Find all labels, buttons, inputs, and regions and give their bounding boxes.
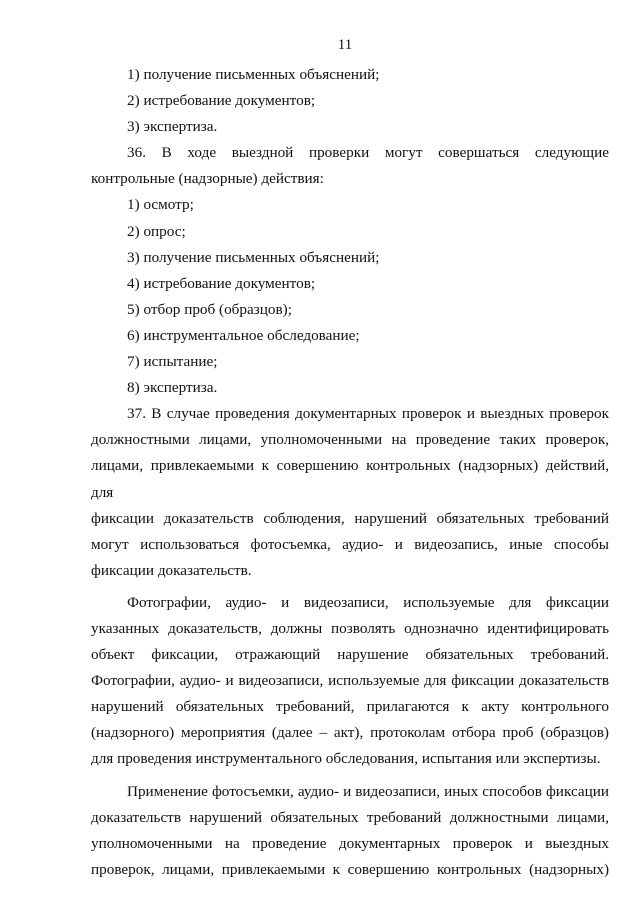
- paragraph-usage-line: проверок, лицами, привлекаемыми к совершению контрольных (надзорных): [91, 860, 609, 878]
- paragraph-37-line: должностными лицами, уполномоченными на проведение таких проверок,: [91, 431, 609, 449]
- list-item: 2) опрос;: [127, 222, 186, 240]
- paragraph-36-line: 36. В ходе выездной проверки могут совершаться следующие: [127, 144, 609, 162]
- list-item: 4) истребование документов;: [127, 274, 316, 292]
- paragraph-37-line: фиксации доказательств соблюдения, нарушений обязательных требований: [91, 509, 609, 527]
- paragraph-photos-line: нарушений обязательных требований, прилагаются к акту контрольного: [91, 698, 609, 716]
- paragraph-photos-line: указанных доказательств, должны позволять однозначно идентифицировать: [91, 619, 609, 637]
- paragraph-photos-line: для проведения инструментального обследования, испытания или экспертизы.: [91, 750, 601, 768]
- paragraph-photos-line: Фотографии, аудио- и видеозаписи, используемые для фиксации доказательств: [91, 672, 609, 690]
- page-number: 11: [337, 37, 353, 53]
- list-item: 6) инструментальное обследование;: [127, 326, 360, 344]
- paragraph-usage-line: уполномоченными на проведение документарных проверок и выездных: [91, 834, 609, 852]
- list-item: 5) отбор проб (образцов);: [127, 300, 292, 318]
- paragraph-36-line: контрольные (надзорные) действия:: [91, 170, 324, 188]
- paragraph-photos-line: Фотографии, аудио- и видеозаписи, используемые для фиксации: [127, 593, 609, 611]
- paragraph-photos-line: объект фиксации, отражающий нарушение обязательных требований.: [91, 646, 609, 664]
- list-item: 3) экспертиза.: [127, 118, 218, 136]
- list-item: 1) получение письменных объяснений;: [127, 66, 380, 83]
- document-body: [91, 62, 609, 883]
- paragraph-usage-line: доказательств нарушений обязательных требований должностными лицами,: [91, 808, 609, 826]
- paragraph-37-line: могут использоваться фотосъемка, аудио- и видеозапись, иные способы: [91, 535, 609, 553]
- paragraph-37-line: фиксации доказательств.: [91, 561, 252, 579]
- paragraph-photos-line: (надзорного) мероприятия (далее – акт), протоколам отбора проб (образцов): [91, 724, 609, 742]
- paragraph-usage-line: Применение фотосъемки, аудио- и видеозаписи, иных способов фиксации: [127, 782, 609, 800]
- list-item: 3) получение письменных объяснений;: [127, 248, 380, 266]
- list-item: 1) осмотр;: [127, 196, 194, 214]
- paragraph-37-line: 37. В случае проведения документарных проверок и выездных проверок: [127, 405, 609, 423]
- list-item: 7) испытание;: [127, 353, 218, 371]
- list-item: 8) экспертиза.: [127, 379, 218, 397]
- paragraph-37-line: лицами, привлекаемыми к совершению контрольных (надзорных) действий, для: [91, 457, 609, 501]
- list-item: 2) истребование документов;: [127, 92, 316, 110]
